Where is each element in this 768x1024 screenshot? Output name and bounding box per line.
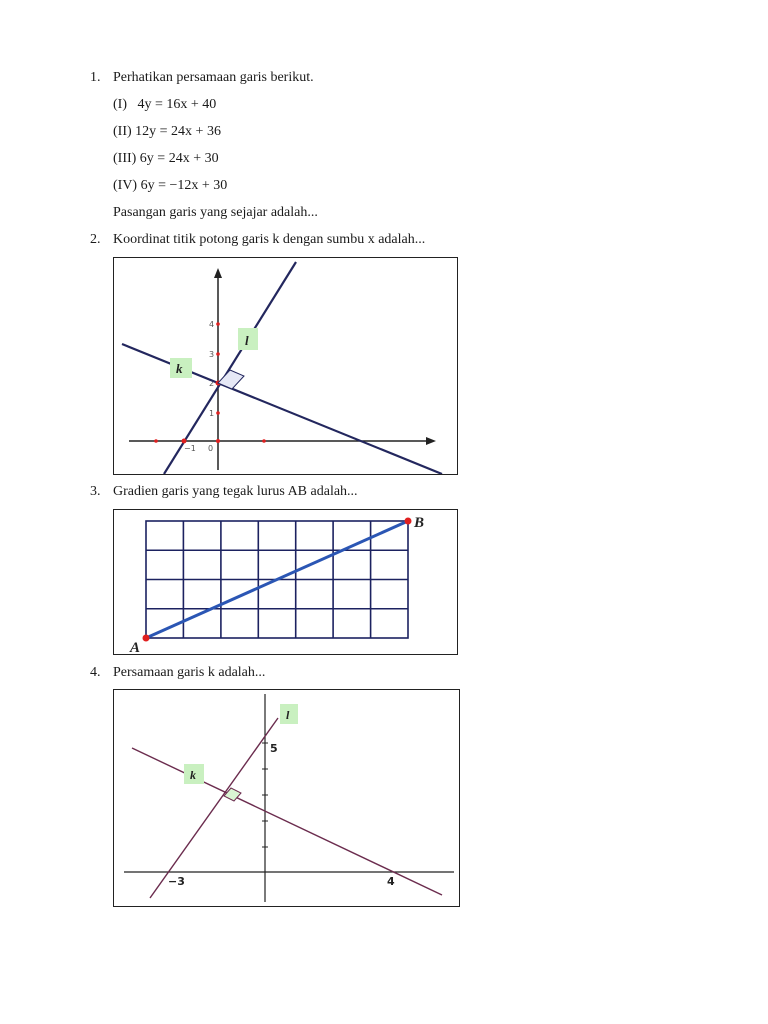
line-l-label: l <box>286 708 290 722</box>
origin-label: 0 <box>208 444 214 453</box>
point-a-label: A <box>130 640 141 654</box>
equation-4: (IV) 6y = −12x + 30 <box>113 178 228 193</box>
point-b <box>405 518 412 525</box>
equation-2: (II) 12y = 24x + 36 <box>113 124 221 139</box>
point-b-label: B <box>414 515 425 531</box>
y-tick-3: 3 <box>209 350 215 359</box>
line-l-label: l <box>245 333 249 348</box>
equation-3: (III) 6y = 24x + 30 <box>113 151 219 166</box>
figure-4-graph <box>113 689 460 907</box>
y-tick-2: 2 <box>209 379 215 388</box>
figure-2-graph <box>113 257 458 475</box>
x-label-neg-3: −3 <box>168 875 185 888</box>
x-intercept-l-point <box>182 439 187 444</box>
question-1-closing: Pasangan garis yang sejajar adalah... <box>113 205 318 220</box>
y-label-5: 5 <box>270 742 278 755</box>
x-axis-arrow-icon <box>426 437 436 445</box>
question-4-text: Persamaan garis k adalah... <box>113 665 266 680</box>
x-label-4: 4 <box>387 875 395 888</box>
question-4-number: 4. <box>90 665 101 680</box>
line-k-label: k <box>190 768 196 782</box>
question-2-text: Koordinat titik potong garis k dengan sumbu x adalah... <box>113 232 426 247</box>
right-angle-marker <box>218 370 244 389</box>
equation-1: (I) 4y = 16x + 40 <box>113 97 217 112</box>
question-3-text: Gradien garis yang tegak lurus AB adalah... <box>113 484 358 499</box>
figure-3-grid <box>113 509 458 655</box>
question-1-number: 1. <box>90 70 101 85</box>
y-tick-4: 4 <box>209 320 215 329</box>
question-1-text: Perhatikan persamaan garis berikut. <box>113 70 314 85</box>
y-axis-arrow-icon <box>214 268 222 278</box>
y-tick-1: 1 <box>209 409 215 418</box>
x-tick-neg-1: −1 <box>184 444 196 453</box>
question-2-number: 2. <box>90 232 101 247</box>
line-k <box>132 748 442 895</box>
line-k-label: k <box>176 361 183 376</box>
question-3-number: 3. <box>90 484 101 499</box>
point-a <box>143 635 150 642</box>
